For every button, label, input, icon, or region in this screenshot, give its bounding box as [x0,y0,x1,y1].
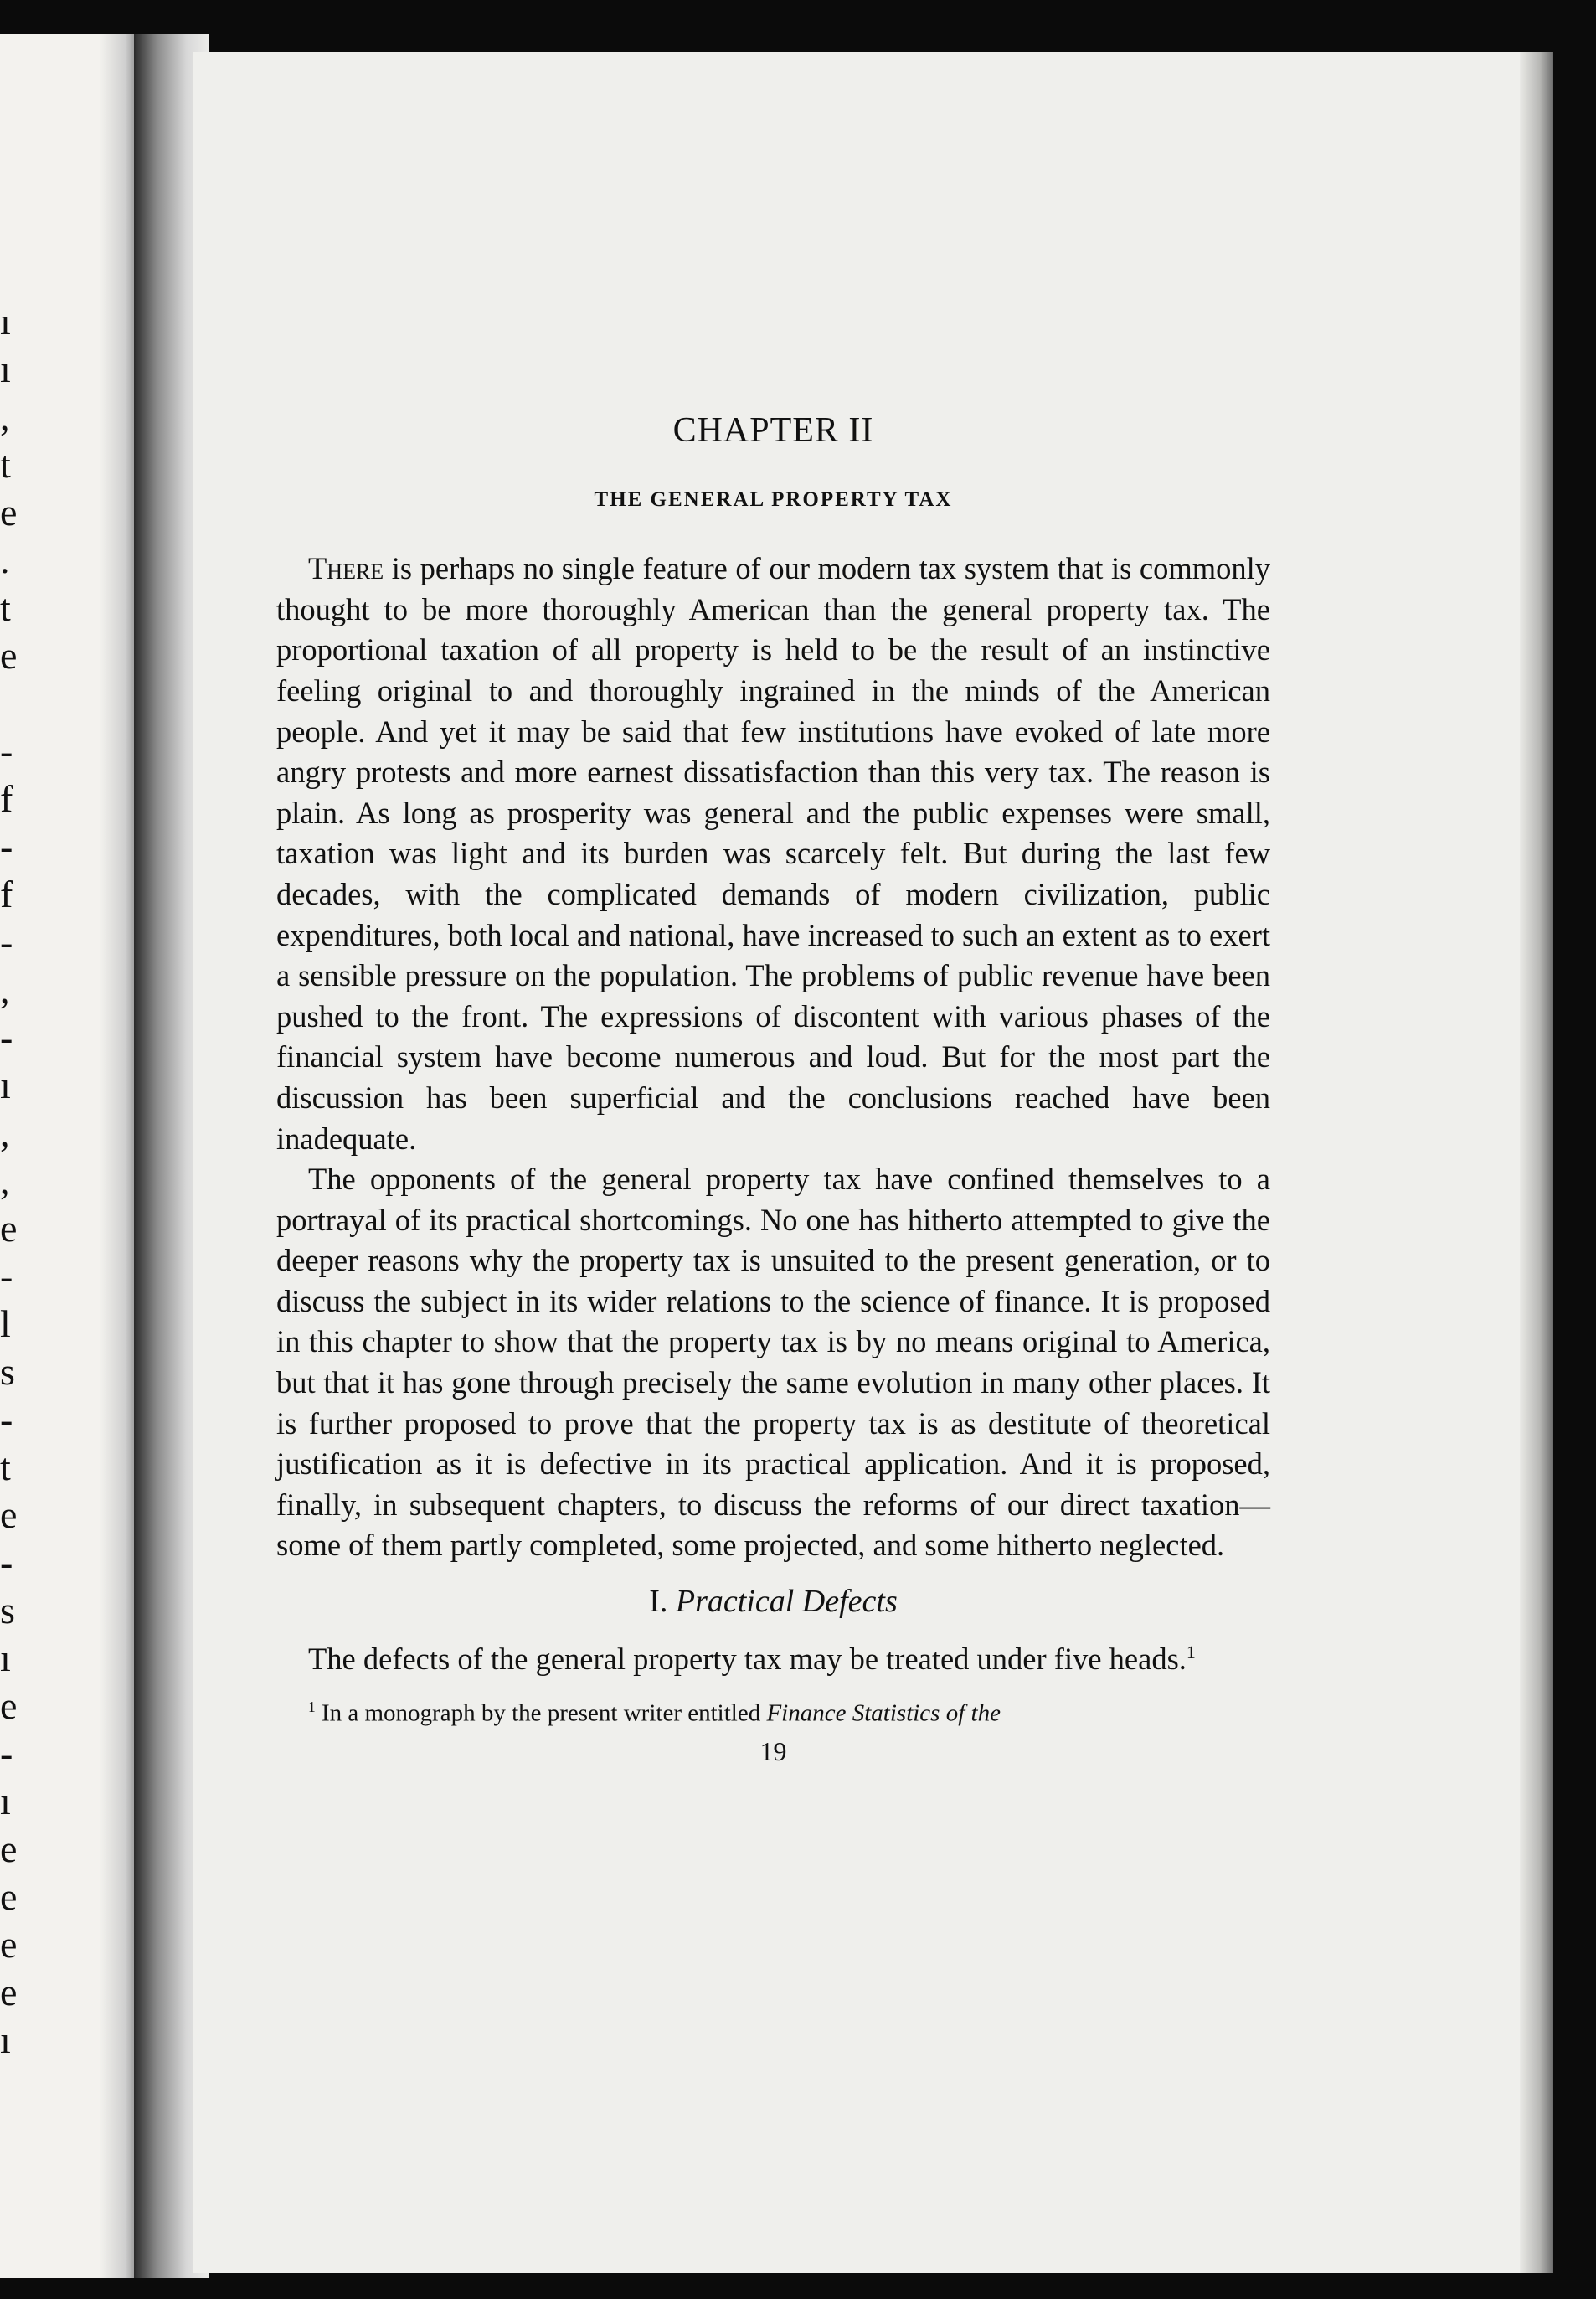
facing-page-char: , [0,968,10,1011]
facing-page-char: t [0,443,11,486]
facing-page-char: - [0,1398,13,1441]
chapter-title: CHAPTER II [672,411,874,450]
facing-page-char: - [0,1255,13,1297]
facing-page-char: , [0,1111,10,1154]
paragraph-1-text: is perhaps no single feature of our modern tax system that is commonly thought to be more thoroughly American than the general property tax. The proportional taxation of all property is held to be the result of an instinctive feeling original to and thoroughly ingrained in the minds of the American people. And yet it may be said that few institutions have evoked of late more angry protests and more earnest dissatisfaction than this very tax. The reason is plain. As long as prosperity was general and the public expenses were small, taxation was light and its burden was scarcely felt. But during the last few decades, with the complicated demands of modern civilization, public expenditures, both local and national, have increased to such an extent as to exert a sensible pressure on the population. The problems of public revenue have been pushed to the front. The expressions of discontent with various phases of the financial system have become numerous and loud. But for the most part the discussion has been superficial and the conclusions reached have been inadequate. [276,551,1270,1156]
facing-page-char: ı [0,300,11,343]
facing-page-char: e [0,1875,18,1918]
paragraph-lead-word: There [308,551,384,586]
facing-page-line-endings [0,297,25,2064]
facing-page-char: . [0,539,10,581]
facing-page-char: e [0,1923,18,1966]
paragraph-1 [276,549,1270,1159]
footnote [276,1691,1270,1729]
facing-page-char: ı [0,348,11,390]
facing-page-char: s [0,1589,15,1631]
section-title: Practical Defects [675,1584,898,1620]
page-text [276,410,1270,1772]
facing-page-char: e [0,634,18,677]
facing-page-char: - [0,729,13,772]
footnote-marker: 1 [308,1698,316,1716]
footnote-reference: 1 [1186,1641,1196,1662]
facing-page-char: e [0,1971,18,2013]
page-right-edge [1520,52,1553,2273]
facing-page-char: - [0,920,13,963]
facing-page-char: - [0,1016,13,1059]
facing-page-char: - [0,1732,13,1775]
facing-page-char: f [0,873,13,915]
facing-page-char: ı [0,2018,11,2061]
paragraph-2: The opponents of the general property tax have confined themselves to a portrayal of its practical shortcomings. No one has hitherto attempted to give the deeper reasons why the property tax is unsuited to the present generation, or to discuss the subject in its wider relations to the science of finance. It is proposed in this chapter to show that the property tax is by no means original to America, but that it has gone through precisely the same evolution in many other places. It is further proposed to prove that the property tax is as destitute of theoretical justification as it is defective in its practical application. And it is proposed, finally, in subsequent chapters, to discuss the reforms of our direct taxation—some of them partly completed, some projected, and some hitherto neglected. [276,1162,1270,1563]
facing-page-char: s [0,1350,15,1393]
footnote-italic-title: Finance Statistics of the [766,1700,1001,1728]
paragraph-3-text: The defects of the general property tax may be treated under five heads. [308,1641,1187,1676]
facing-page-char: f [0,777,13,820]
facing-page-char: - [0,825,13,868]
section-number: I. [649,1584,668,1620]
page-number: 19 [759,1736,787,1767]
facing-page-char: ı [0,1637,11,1679]
facing-page-char: ı [0,1064,11,1106]
facing-page-char: e [0,1207,18,1250]
paragraph-3 [276,1632,1270,1680]
facing-page-char: l [0,1302,11,1345]
facing-page-char: e [0,1493,18,1536]
facing-page-char: t [0,586,11,629]
footnote-text: In a monograph by the present writer entitled [321,1700,767,1728]
section-heading [276,1581,1270,1622]
facing-page-char: e [0,491,18,534]
facing-page-char: - [0,1541,13,1584]
facing-page-char: , [0,395,10,438]
facing-page-char: e [0,1827,18,1870]
facing-page-char: ı [0,1780,11,1822]
facing-page-char: e [0,1684,18,1727]
facing-page-char: t [0,1446,11,1488]
facing-page-char: , [0,1159,10,1202]
chapter-subtitle: THE GENERAL PROPERTY TAX [594,487,953,511]
facing-page-char [0,679,25,727]
